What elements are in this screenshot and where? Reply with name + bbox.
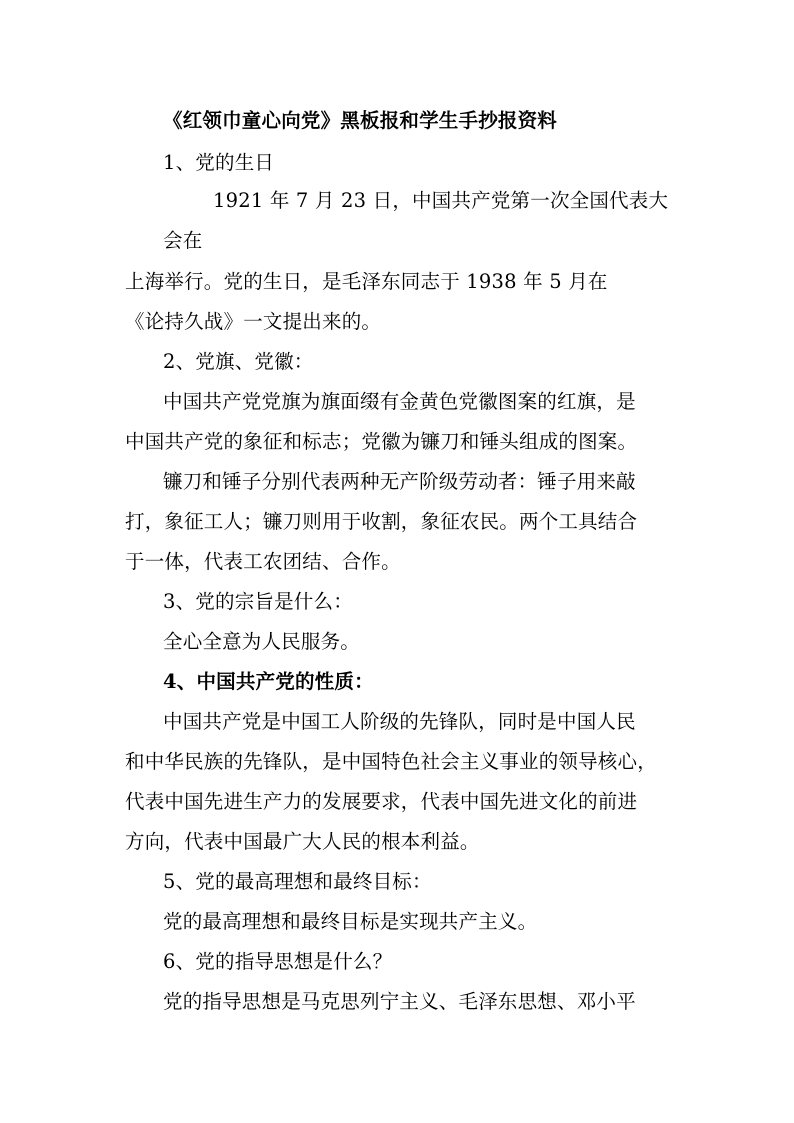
paragraph-line: 和中华民族的先锋队，是中国特色社会主义事业的领导核心， [125, 750, 657, 773]
section-heading-ideal-goal: 5、党的最高理想和最终目标： [163, 870, 432, 893]
paragraph-line: 党的指导思想是马克思列宁主义、毛泽东思想、邓小平 [163, 990, 636, 1013]
paragraph-line: 代表中国先进生产力的发展要求，代表中国先进文化的前进 [125, 790, 638, 813]
paragraph-line: 中国共产党是中国工人阶级的先锋队，同时是中国人民 [163, 710, 636, 733]
section-heading-party-birthday: 1、党的生日 [163, 151, 275, 174]
paragraph-line: 全心全意为人民服务。 [163, 630, 361, 653]
paragraph-line: 党的最高理想和最终目标是实现共产主义。 [163, 910, 538, 933]
paragraph-line: 镰刀和锤子分别代表两种无产阶级劳动者：锤子用来敲 [163, 470, 636, 493]
paragraph-line: 《论持久战》一文提出来的。 [125, 310, 382, 333]
paragraph-line: 1921 年 7 月 23 日，中国共产党第一次全国代表大 [213, 189, 669, 212]
paragraph-line: 上海举行。党的生日，是毛泽东同志于 1938 年 5 月在 [125, 270, 608, 293]
section-heading-guiding-thought: 6、党的指导思想是什么？ [163, 950, 393, 973]
section-heading-nature: 4、中国共产党的性质： [163, 670, 374, 693]
section-heading-flag-emblem: 2、党旗、党徽： [163, 350, 314, 373]
paragraph-line: 方向，代表中国最广大人民的根本利益。 [125, 830, 480, 853]
paragraph-line: 会在 [163, 229, 203, 252]
paragraph-line: 打，象征工人；镰刀则用于收割，象征农民。两个工具结合 [125, 510, 638, 533]
paragraph-line: 中国共产党的象征和标志；党徽为镰刀和锤头组成的图案。 [125, 430, 638, 453]
paragraph-line: 中国共产党党旗为旗面缀有金黄色党徽图案的红旗，是 [163, 390, 636, 413]
section-heading-purpose: 3、党的宗旨是什么： [163, 590, 353, 613]
paragraph-line: 于一体，代表工农团结、合作。 [125, 550, 401, 573]
document-title: 《红领巾童心向党》黑板报和学生手抄报资料 [163, 109, 558, 132]
